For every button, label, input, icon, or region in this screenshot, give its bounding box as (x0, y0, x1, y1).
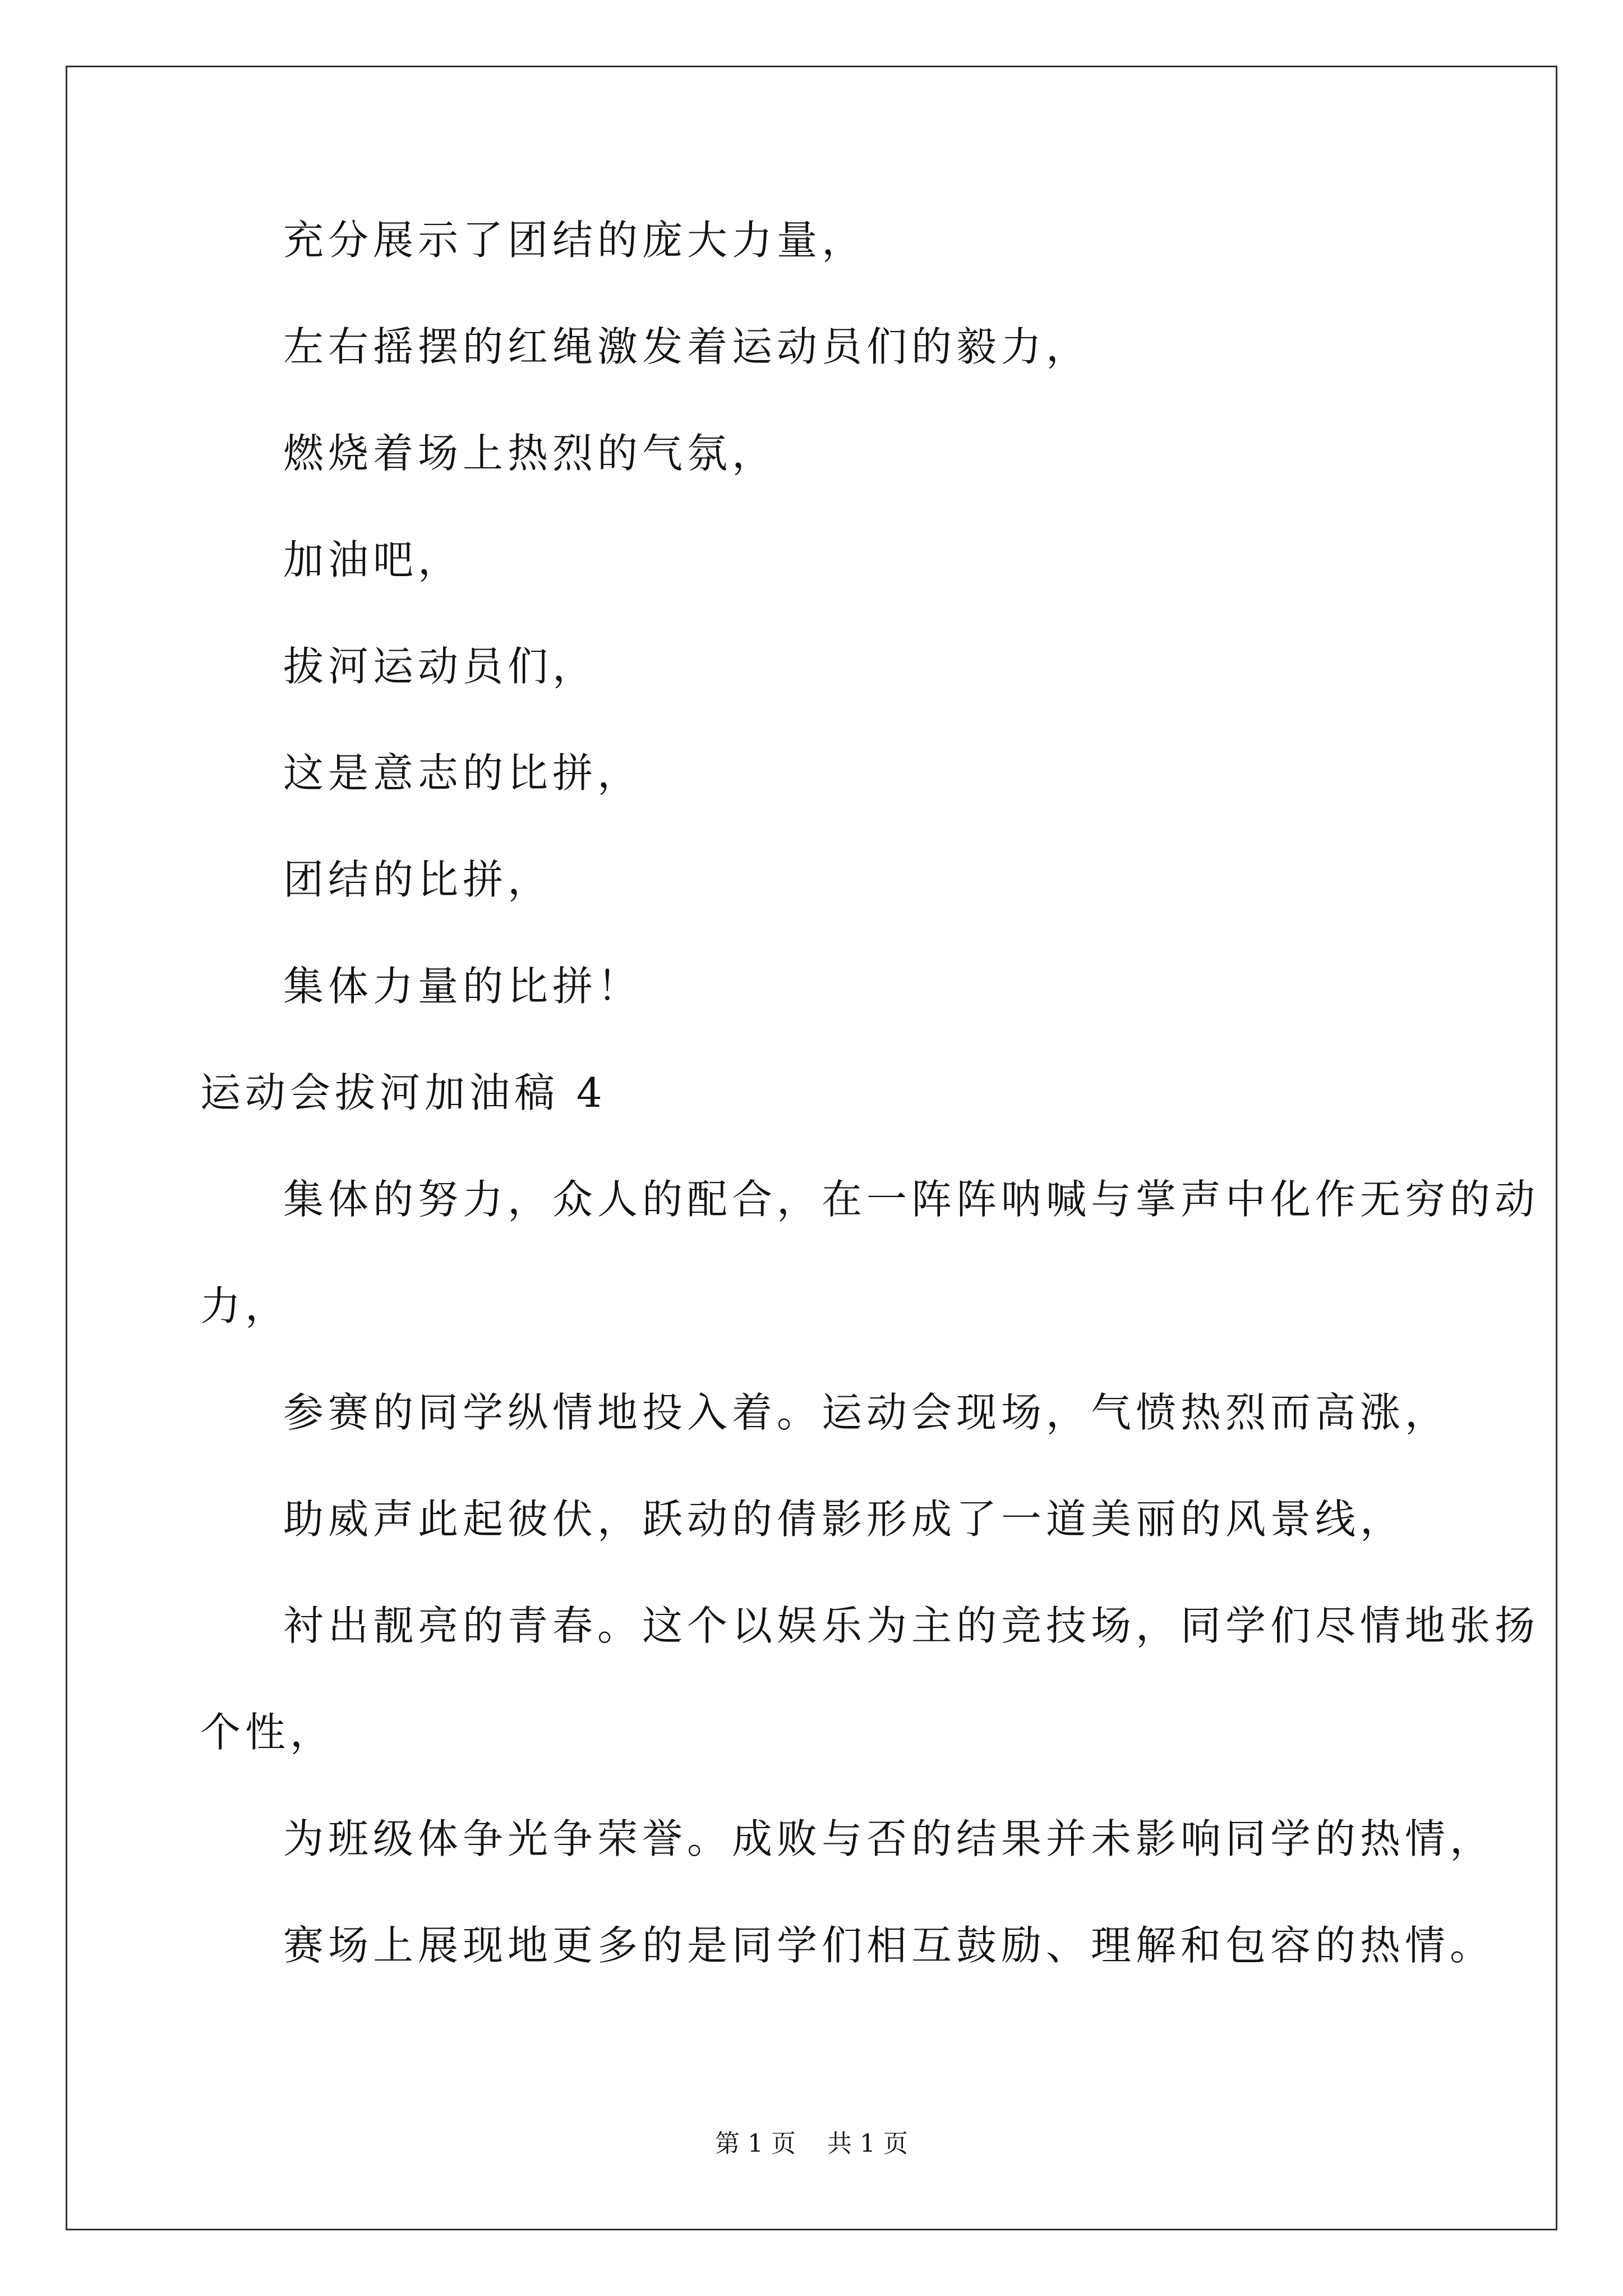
paragraph-line-5: 拔河运动员们， (283, 643, 598, 690)
section-heading: 运动会拔河加油稿 4 (200, 1069, 607, 1116)
paragraph-line-16: 赛场上展现地更多的是同学们相互鼓励、理解和包容的热情。 (283, 1922, 1495, 1969)
paragraph-line-6: 这是意志的比拼， (283, 749, 643, 797)
paragraph-line-7: 团结的比拼， (283, 856, 553, 903)
paragraph-line-8: 集体力量的比拼！ (283, 963, 643, 1010)
paragraph-line-12: 助威声此起彼伏，跃动的倩影形成了一道美丽的风景线， (283, 1496, 1405, 1543)
paragraph-line-10: 力， (200, 1282, 291, 1329)
page-border (66, 66, 1557, 2230)
paragraph-line-4: 加油吧， (283, 536, 463, 583)
page-number: 第 1 页 (715, 2129, 796, 2158)
paragraph-line-14: 个性， (200, 1709, 335, 1756)
paragraph-line-1: 充分展示了团结的庞大力量， (283, 217, 867, 264)
paragraph-line-11: 参赛的同学纵情地投入着。运动会现场，气愤热烈而高涨， (283, 1389, 1450, 1436)
paragraph-line-9: 集体的努力，众人的配合，在一阵阵呐喊与掌声中化作无穷的动 (283, 1176, 1540, 1223)
paragraph-line-2: 左右摇摆的红绳激发着运动员们的毅力， (283, 323, 1091, 370)
paragraph-line-13: 衬出靓亮的青春。这个以娱乐为主的竞技场，同学们尽情地张扬 (283, 1602, 1540, 1649)
paragraph-line-15: 为班级体争光争荣誉。成败与否的结果并未影响同学的热情， (283, 1815, 1495, 1862)
page-footer (0, 2127, 1623, 2161)
paragraph-line-3: 燃烧着场上热烈的气氛， (283, 430, 777, 477)
page-total: 共 1 页 (827, 2129, 908, 2158)
